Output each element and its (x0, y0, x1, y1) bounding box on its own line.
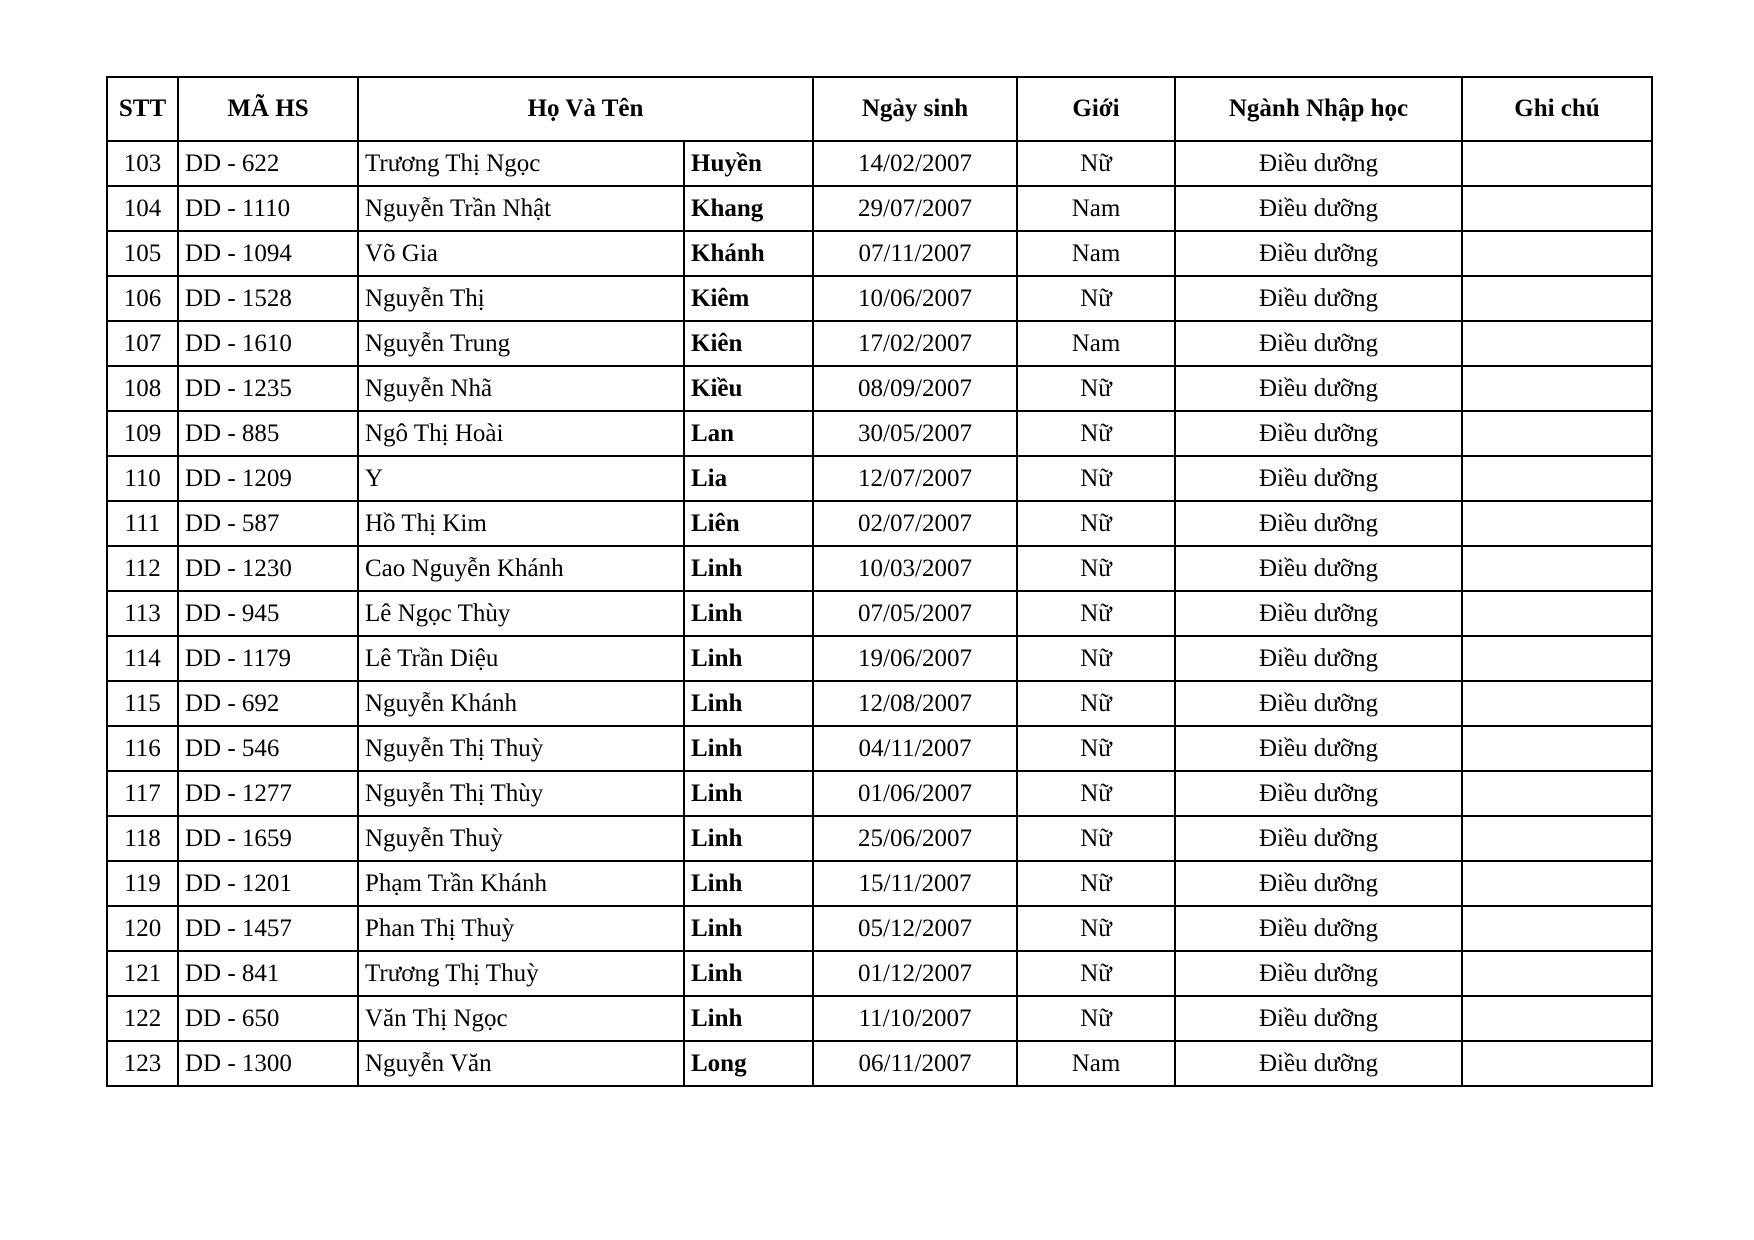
cell-note (1462, 681, 1652, 726)
cell-surname: Cao Nguyễn Khánh (358, 546, 684, 591)
cell-surname: Lê Ngọc Thùy (358, 591, 684, 636)
cell-surname: Ngô Thị Hoài (358, 411, 684, 456)
cell-note (1462, 366, 1652, 411)
cell-date-of-birth: 04/11/2007 (813, 726, 1017, 771)
cell-note (1462, 591, 1652, 636)
cell-surname: Nguyễn Thị (358, 276, 684, 321)
cell-surname: Lê Trần Diệu (358, 636, 684, 681)
cell-given-name: Kiều (684, 366, 813, 411)
cell-surname: Phan Thị Thuỳ (358, 906, 684, 951)
cell-given-name: Linh (684, 546, 813, 591)
cell-student-code: DD - 1110 (178, 186, 358, 231)
cell-gender: Nam (1017, 186, 1175, 231)
cell-gender: Nữ (1017, 681, 1175, 726)
cell-date-of-birth: 06/11/2007 (813, 1041, 1017, 1086)
cell-student-code: DD - 692 (178, 681, 358, 726)
cell-stt: 111 (107, 501, 178, 546)
cell-gender: Nữ (1017, 951, 1175, 996)
table-row (107, 321, 1652, 366)
cell-stt: 112 (107, 546, 178, 591)
cell-given-name: Liên (684, 501, 813, 546)
table-row (107, 456, 1652, 501)
cell-student-code: DD - 1528 (178, 276, 358, 321)
cell-date-of-birth: 12/07/2007 (813, 456, 1017, 501)
cell-given-name: Lan (684, 411, 813, 456)
table-row (107, 186, 1652, 231)
cell-major: Điều dưỡng (1175, 906, 1462, 951)
cell-date-of-birth: 10/06/2007 (813, 276, 1017, 321)
cell-date-of-birth: 12/08/2007 (813, 681, 1017, 726)
cell-given-name: Khánh (684, 231, 813, 276)
cell-stt: 123 (107, 1041, 178, 1086)
header-stt: STT (107, 77, 178, 141)
cell-surname: Y (358, 456, 684, 501)
cell-surname: Nguyễn Nhã (358, 366, 684, 411)
cell-given-name: Linh (684, 726, 813, 771)
cell-major: Điều dưỡng (1175, 546, 1462, 591)
header-student-code: MÃ HS (178, 77, 358, 141)
cell-surname: Nguyễn Thị Thùy (358, 771, 684, 816)
cell-surname: Trương Thị Thuỳ (358, 951, 684, 996)
cell-surname: Nguyễn Khánh (358, 681, 684, 726)
cell-stt: 122 (107, 996, 178, 1041)
cell-given-name: Linh (684, 951, 813, 996)
cell-surname: Văn Thị Ngọc (358, 996, 684, 1041)
cell-given-name: Linh (684, 861, 813, 906)
cell-surname: Nguyễn Văn (358, 1041, 684, 1086)
cell-given-name: Kiêm (684, 276, 813, 321)
cell-note (1462, 726, 1652, 771)
cell-date-of-birth: 10/03/2007 (813, 546, 1017, 591)
cell-stt: 105 (107, 231, 178, 276)
cell-note (1462, 771, 1652, 816)
cell-gender: Nữ (1017, 366, 1175, 411)
cell-note (1462, 906, 1652, 951)
cell-major: Điều dưỡng (1175, 276, 1462, 321)
cell-student-code: DD - 1277 (178, 771, 358, 816)
cell-surname: Hồ Thị Kim (358, 501, 684, 546)
cell-surname: Nguyễn Trung (358, 321, 684, 366)
cell-gender: Nữ (1017, 861, 1175, 906)
cell-stt: 114 (107, 636, 178, 681)
cell-given-name: Lia (684, 456, 813, 501)
cell-student-code: DD - 546 (178, 726, 358, 771)
cell-note (1462, 996, 1652, 1041)
table-row (107, 906, 1652, 951)
cell-note (1462, 276, 1652, 321)
cell-gender: Nữ (1017, 501, 1175, 546)
cell-stt: 113 (107, 591, 178, 636)
cell-surname: Phạm Trần Khánh (358, 861, 684, 906)
cell-major: Điều dưỡng (1175, 681, 1462, 726)
cell-major: Điều dưỡng (1175, 816, 1462, 861)
student-roster-table (106, 76, 1653, 1087)
cell-stt: 116 (107, 726, 178, 771)
cell-date-of-birth: 08/09/2007 (813, 366, 1017, 411)
cell-stt: 109 (107, 411, 178, 456)
cell-major: Điều dưỡng (1175, 1041, 1462, 1086)
table-row (107, 1041, 1652, 1086)
cell-surname: Trương Thị Ngọc (358, 141, 684, 186)
cell-major: Điều dưỡng (1175, 231, 1462, 276)
cell-date-of-birth: 02/07/2007 (813, 501, 1017, 546)
table-row (107, 231, 1652, 276)
table-body (107, 141, 1652, 1086)
cell-date-of-birth: 05/12/2007 (813, 906, 1017, 951)
table-row (107, 996, 1652, 1041)
cell-note (1462, 636, 1652, 681)
cell-date-of-birth: 14/02/2007 (813, 141, 1017, 186)
cell-major: Điều dưỡng (1175, 951, 1462, 996)
cell-given-name: Long (684, 1041, 813, 1086)
table-row (107, 636, 1652, 681)
table-row (107, 546, 1652, 591)
cell-date-of-birth: 19/06/2007 (813, 636, 1017, 681)
cell-student-code: DD - 650 (178, 996, 358, 1041)
cell-surname: Nguyễn Trần Nhật (358, 186, 684, 231)
table-row (107, 141, 1652, 186)
table-row (107, 816, 1652, 861)
cell-major: Điều dưỡng (1175, 411, 1462, 456)
cell-given-name: Linh (684, 996, 813, 1041)
cell-given-name: Khang (684, 186, 813, 231)
cell-major: Điều dưỡng (1175, 141, 1462, 186)
cell-student-code: DD - 1659 (178, 816, 358, 861)
table-row (107, 501, 1652, 546)
cell-student-code: DD - 1209 (178, 456, 358, 501)
cell-stt: 118 (107, 816, 178, 861)
cell-given-name: Linh (684, 591, 813, 636)
cell-major: Điều dưỡng (1175, 771, 1462, 816)
cell-student-code: DD - 1457 (178, 906, 358, 951)
cell-student-code: DD - 587 (178, 501, 358, 546)
table-row (107, 366, 1652, 411)
cell-gender: Nữ (1017, 456, 1175, 501)
cell-student-code: DD - 1235 (178, 366, 358, 411)
cell-student-code: DD - 1179 (178, 636, 358, 681)
header-note: Ghi chú (1462, 77, 1652, 141)
cell-date-of-birth: 07/05/2007 (813, 591, 1017, 636)
cell-note (1462, 951, 1652, 996)
cell-stt: 107 (107, 321, 178, 366)
cell-date-of-birth: 07/11/2007 (813, 231, 1017, 276)
cell-gender: Nữ (1017, 996, 1175, 1041)
cell-given-name: Linh (684, 636, 813, 681)
cell-note (1462, 231, 1652, 276)
cell-gender: Nữ (1017, 276, 1175, 321)
cell-major: Điều dưỡng (1175, 636, 1462, 681)
cell-date-of-birth: 30/05/2007 (813, 411, 1017, 456)
cell-note (1462, 186, 1652, 231)
cell-stt: 110 (107, 456, 178, 501)
cell-major: Điều dưỡng (1175, 861, 1462, 906)
cell-student-code: DD - 1300 (178, 1041, 358, 1086)
cell-given-name: Linh (684, 816, 813, 861)
cell-surname: Võ Gia (358, 231, 684, 276)
cell-student-code: DD - 1201 (178, 861, 358, 906)
cell-stt: 108 (107, 366, 178, 411)
cell-gender: Nữ (1017, 726, 1175, 771)
cell-date-of-birth: 15/11/2007 (813, 861, 1017, 906)
cell-stt: 106 (107, 276, 178, 321)
cell-stt: 104 (107, 186, 178, 231)
cell-surname: Nguyễn Thị Thuỳ (358, 726, 684, 771)
cell-stt: 120 (107, 906, 178, 951)
cell-major: Điều dưỡng (1175, 186, 1462, 231)
cell-given-name: Linh (684, 771, 813, 816)
cell-major: Điều dưỡng (1175, 321, 1462, 366)
table-row (107, 681, 1652, 726)
header-gender: Giới (1017, 77, 1175, 141)
table-row (107, 861, 1652, 906)
header-row (107, 77, 1652, 141)
cell-stt: 103 (107, 141, 178, 186)
cell-gender: Nữ (1017, 591, 1175, 636)
cell-major: Điều dưỡng (1175, 456, 1462, 501)
header-major: Ngành Nhập học (1175, 77, 1462, 141)
header-date-of-birth: Ngày sinh (813, 77, 1017, 141)
cell-date-of-birth: 01/12/2007 (813, 951, 1017, 996)
cell-gender: Nữ (1017, 816, 1175, 861)
cell-given-name: Huyền (684, 141, 813, 186)
table-row (107, 411, 1652, 456)
cell-date-of-birth: 01/06/2007 (813, 771, 1017, 816)
cell-note (1462, 1041, 1652, 1086)
cell-major: Điều dưỡng (1175, 996, 1462, 1041)
cell-student-code: DD - 945 (178, 591, 358, 636)
cell-surname: Nguyễn Thuỳ (358, 816, 684, 861)
cell-gender: Nữ (1017, 636, 1175, 681)
table-row (107, 951, 1652, 996)
cell-student-code: DD - 1094 (178, 231, 358, 276)
table-row (107, 726, 1652, 771)
cell-stt: 119 (107, 861, 178, 906)
cell-date-of-birth: 25/06/2007 (813, 816, 1017, 861)
cell-student-code: DD - 1610 (178, 321, 358, 366)
cell-given-name: Kiên (684, 321, 813, 366)
table-row (107, 771, 1652, 816)
cell-note (1462, 321, 1652, 366)
cell-major: Điều dưỡng (1175, 501, 1462, 546)
cell-gender: Nam (1017, 231, 1175, 276)
cell-student-code: DD - 841 (178, 951, 358, 996)
header-full-name: Họ Và Tên (358, 77, 813, 141)
cell-major: Điều dưỡng (1175, 366, 1462, 411)
cell-stt: 115 (107, 681, 178, 726)
cell-gender: Nam (1017, 1041, 1175, 1086)
cell-student-code: DD - 622 (178, 141, 358, 186)
cell-stt: 121 (107, 951, 178, 996)
cell-note (1462, 456, 1652, 501)
cell-major: Điều dưỡng (1175, 726, 1462, 771)
cell-note (1462, 501, 1652, 546)
cell-student-code: DD - 885 (178, 411, 358, 456)
cell-given-name: Linh (684, 681, 813, 726)
cell-gender: Nữ (1017, 906, 1175, 951)
cell-gender: Nữ (1017, 411, 1175, 456)
cell-date-of-birth: 29/07/2007 (813, 186, 1017, 231)
cell-note (1462, 546, 1652, 591)
cell-major: Điều dưỡng (1175, 591, 1462, 636)
cell-note (1462, 411, 1652, 456)
cell-stt: 117 (107, 771, 178, 816)
table-row (107, 276, 1652, 321)
cell-note (1462, 861, 1652, 906)
cell-note (1462, 816, 1652, 861)
cell-gender: Nữ (1017, 771, 1175, 816)
cell-gender: Nữ (1017, 141, 1175, 186)
table-row (107, 591, 1652, 636)
cell-gender: Nam (1017, 321, 1175, 366)
cell-date-of-birth: 17/02/2007 (813, 321, 1017, 366)
cell-student-code: DD - 1230 (178, 546, 358, 591)
cell-note (1462, 141, 1652, 186)
cell-date-of-birth: 11/10/2007 (813, 996, 1017, 1041)
cell-given-name: Linh (684, 906, 813, 951)
cell-gender: Nữ (1017, 546, 1175, 591)
